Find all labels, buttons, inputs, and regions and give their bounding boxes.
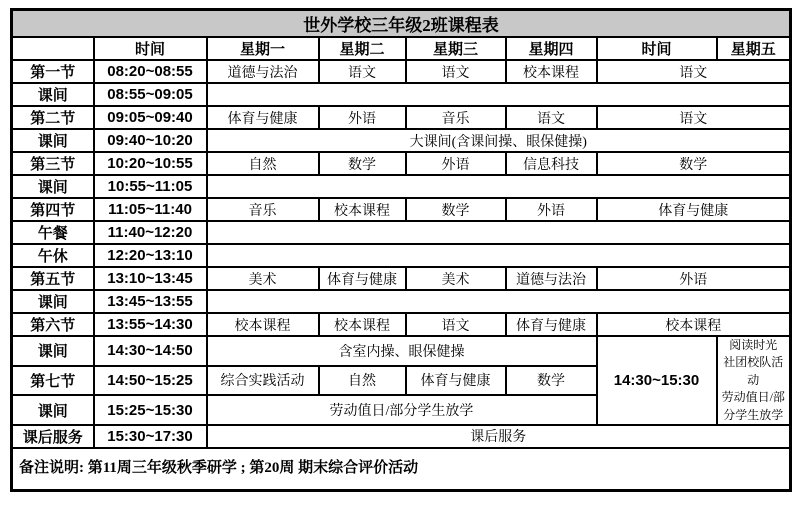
subject-cell: 校本课程 — [319, 198, 406, 221]
table-row-break-exercises — [12, 336, 791, 366]
subject-cell: 自然 — [319, 366, 406, 396]
table-row-break — [12, 290, 791, 313]
period-label: 第一节 — [12, 60, 94, 83]
subject-cell-friday: 校本课程 — [597, 313, 791, 336]
title-row — [12, 10, 791, 38]
subject-cell: 语文 — [319, 60, 406, 83]
time-cell: 14:30~14:50 — [94, 336, 207, 366]
after-school-span-cell: 课后服务 — [207, 425, 791, 448]
subject-cell: 数学 — [506, 366, 597, 396]
time-cell: 10:55~11:05 — [94, 175, 207, 198]
time-cell: 13:55~14:30 — [94, 313, 207, 336]
period-label: 课间 — [12, 395, 94, 425]
activity-line: 社团校队活动 — [723, 355, 784, 387]
period-label: 第三节 — [12, 152, 94, 175]
column-header-friday: 星期五 — [717, 37, 791, 60]
subject-cell: 音乐 — [207, 198, 319, 221]
subject-cell: 外语 — [406, 152, 506, 175]
period-label: 第六节 — [12, 313, 94, 336]
column-header-tuesday: 星期二 — [319, 37, 406, 60]
activity-line: 劳动值日/部 — [721, 390, 785, 405]
column-header-wednesday: 星期三 — [406, 37, 506, 60]
remark-note: 备注说明: 第11周三年级秋季研学 ; 第20周 期末综合评价活动 — [12, 448, 791, 491]
activity-line: 阅读时光 — [729, 338, 778, 352]
time-cell: 09:05~09:40 — [94, 106, 207, 129]
corner-cell — [12, 37, 94, 60]
time-cell: 08:20~08:55 — [94, 60, 207, 83]
period-label: 第二节 — [12, 106, 94, 129]
activity-line: 分学生放学 — [723, 407, 784, 422]
subject-cell: 体育与健康 — [207, 106, 319, 129]
subject-cell-friday: 语文 — [597, 106, 791, 129]
break-span-cell: 劳动值日/部分学生放学 — [207, 395, 597, 425]
time-cell: 14:50~15:25 — [94, 366, 207, 396]
subject-cell: 体育与健康 — [406, 366, 506, 396]
friday-afternoon-activities-cell — [717, 336, 791, 425]
column-header-time: 时间 — [94, 37, 207, 60]
period-label: 第五节 — [12, 267, 94, 290]
table-row-period2 — [12, 106, 791, 129]
period-label: 课后服务 — [12, 425, 94, 448]
subject-cell: 数学 — [406, 198, 506, 221]
table-row-period6 — [12, 313, 791, 336]
table-row-lunch — [12, 221, 791, 244]
subject-cell-friday: 体育与健康 — [597, 198, 791, 221]
subject-cell: 体育与健康 — [506, 313, 597, 336]
header-row — [12, 37, 791, 60]
time-cell: 11:05~11:40 — [94, 198, 207, 221]
time-cell: 11:40~12:20 — [94, 221, 207, 244]
subject-cell: 道德与法治 — [506, 267, 597, 290]
period-label: 课间 — [12, 175, 94, 198]
table-row-after-school — [12, 425, 791, 448]
time-cell: 13:45~13:55 — [94, 290, 207, 313]
subject-cell: 音乐 — [406, 106, 506, 129]
subject-cell-friday: 语文 — [597, 60, 791, 83]
break-span-cell — [207, 290, 791, 313]
break-span-cell — [207, 175, 791, 198]
timetable — [10, 8, 792, 492]
table-row-period3 — [12, 152, 791, 175]
subject-cell: 外语 — [319, 106, 406, 129]
page-title: 世外学校三年级2班课程表 — [12, 10, 791, 38]
break-span-cell — [207, 244, 791, 267]
subject-cell: 外语 — [506, 198, 597, 221]
time-cell: 12:20~13:10 — [94, 244, 207, 267]
subject-cell: 语文 — [506, 106, 597, 129]
subject-cell: 信息科技 — [506, 152, 597, 175]
table-row-period1 — [12, 60, 791, 83]
subject-cell: 语文 — [406, 313, 506, 336]
column-header-thursday: 星期四 — [506, 37, 597, 60]
time-cell: 15:30~17:30 — [94, 425, 207, 448]
table-row-break — [12, 83, 791, 106]
subject-cell: 美术 — [406, 267, 506, 290]
period-label: 午餐 — [12, 221, 94, 244]
period-label: 课间 — [12, 83, 94, 106]
subject-cell: 道德与法治 — [207, 60, 319, 83]
table-row-period4 — [12, 198, 791, 221]
subject-cell: 自然 — [207, 152, 319, 175]
break-span-cell — [207, 221, 791, 244]
break-span-cell — [207, 83, 791, 106]
table-row-break — [12, 175, 791, 198]
table-row-period5 — [12, 267, 791, 290]
period-label: 课间 — [12, 336, 94, 366]
subject-cell: 校本课程 — [207, 313, 319, 336]
subject-cell: 校本课程 — [319, 313, 406, 336]
time-cell: 08:55~09:05 — [94, 83, 207, 106]
remark-row — [12, 448, 791, 491]
table-row-big-break — [12, 129, 791, 152]
subject-cell: 体育与健康 — [319, 267, 406, 290]
period-label: 第四节 — [12, 198, 94, 221]
time-cell: 13:10~13:45 — [94, 267, 207, 290]
period-label: 第七节 — [12, 366, 94, 396]
subject-cell: 校本课程 — [506, 60, 597, 83]
break-span-cell: 含室内操、眼保健操 — [207, 336, 597, 366]
time-cell-afternoon-block: 14:30~15:30 — [597, 336, 717, 425]
period-label: 课间 — [12, 290, 94, 313]
subject-cell: 数学 — [319, 152, 406, 175]
subject-cell: 语文 — [406, 60, 506, 83]
time-cell: 09:40~10:20 — [94, 129, 207, 152]
subject-cell: 美术 — [207, 267, 319, 290]
time-cell: 10:20~10:55 — [94, 152, 207, 175]
subject-cell-friday: 外语 — [597, 267, 791, 290]
table-row-nap — [12, 244, 791, 267]
period-label: 课间 — [12, 129, 94, 152]
break-span-cell: 大课间(含课间操、眼保健操) — [207, 129, 791, 152]
subject-cell-friday: 数学 — [597, 152, 791, 175]
period-label: 午休 — [12, 244, 94, 267]
column-header-monday: 星期一 — [207, 37, 319, 60]
subject-cell: 综合实践活动 — [207, 366, 319, 396]
time-cell: 15:25~15:30 — [94, 395, 207, 425]
column-header-time2: 时间 — [597, 37, 717, 60]
